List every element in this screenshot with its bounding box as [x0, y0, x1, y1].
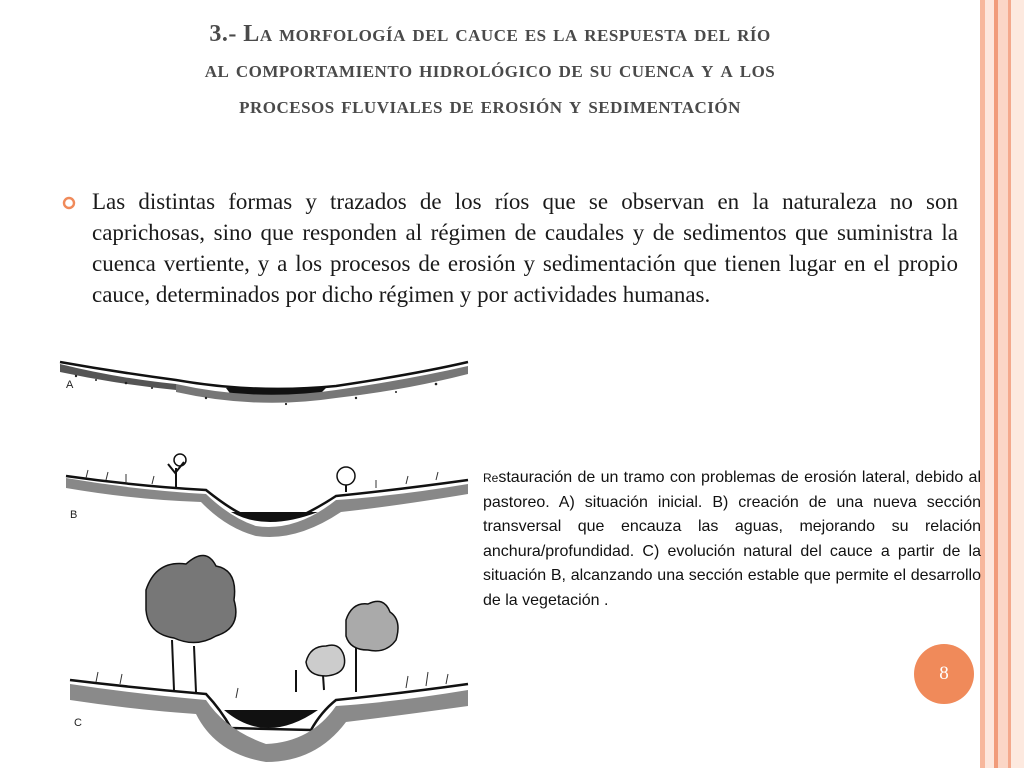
figure-caption [483, 466, 981, 613]
cross-section-a [60, 362, 468, 405]
bullet-circle-icon [62, 196, 76, 210]
slide-title [40, 16, 940, 124]
cross-section-c [70, 555, 468, 762]
title-line-1: 3.- La morfología del cauce es la respuesta del río [209, 21, 771, 47]
figure-label-c: C [74, 717, 82, 729]
page-number: 8 [939, 663, 949, 684]
page-number-badge [914, 644, 974, 704]
figure-label-b: B [70, 509, 78, 521]
title-line-2: al comportamiento hidrológico de su cuenca y a los [204, 57, 776, 83]
caption-prefix: Re [483, 471, 499, 485]
cross-section-b [66, 454, 468, 537]
bullet-text: Las distintas formas y trazados de los ríos que se observan en la naturaleza no son caprichosas, sino que responden al régimen de caudales y de sedimentos que suministra la cuenca vertiente, y a los procesos de erosión y sedimentación que tienen lugar en el propio cauce, determinados por dicho régimen y por actividades humanas. [92, 189, 958, 307]
caption-text: stauración de un tramo con problemas de erosión lateral, debido al pastoreo. A) situación inicial. B) creación de una nueva sección transversal que encauza las aguas, mejorando su relación anchura/profundidad. C) evolución natural del cauce a partir de la situación B, alcanzando una sección estable que permite el desarrollo de la vegetación . [483, 469, 981, 609]
river-cross-section-figure [56, 350, 472, 768]
bullet-point [62, 186, 958, 310]
figure-label-a: A [66, 379, 74, 391]
title-line-3: procesos fluviales de erosión y sedimentación [239, 93, 741, 119]
side-stripes [980, 0, 1024, 768]
